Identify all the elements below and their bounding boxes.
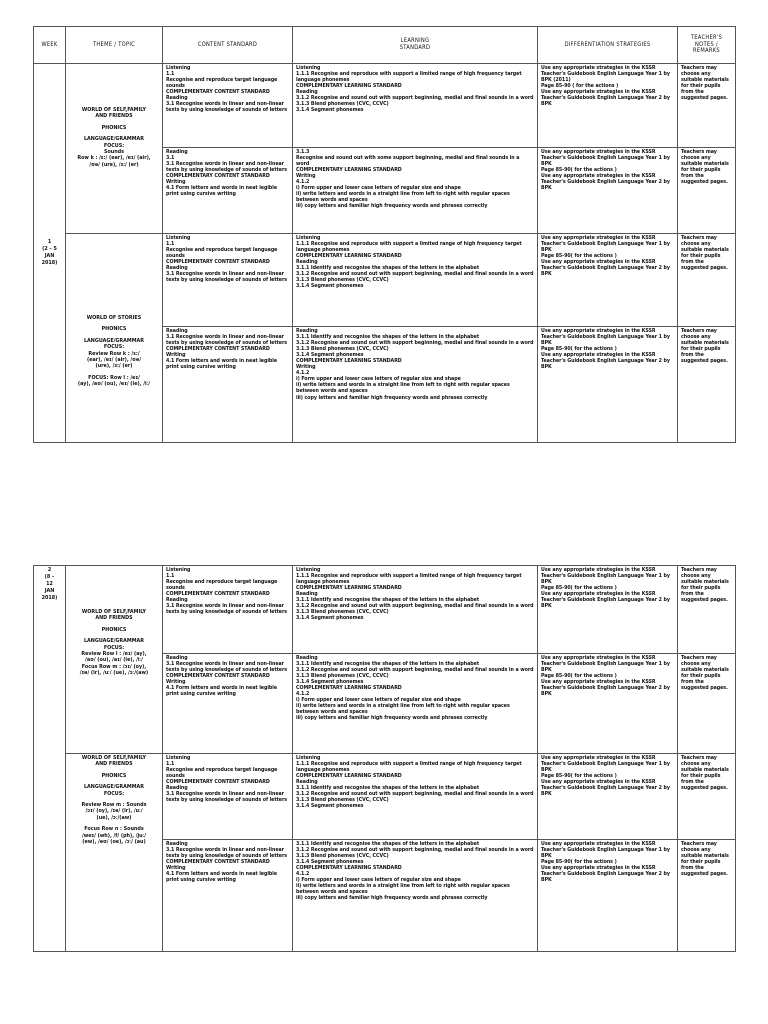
header-differentiation: DIFFERENTIATION STRATEGIES	[538, 27, 678, 64]
content-standard-cell: Listening 1.1 Recognise and reproduce target language sounds COMPLEMENTARY CONTENT STANDARD Reading 3.1 Recognise words in linear and non-linear texts by using knowledge of sounds of letters	[163, 64, 293, 148]
differentiation-cell: Use any appropriate strategies in the KSSR Teacher's Guidebook English Language Year 1 by BPK Page 85-90( for the actions ) Use any appropriate strategies in the KSSR Teacher's Guidebook English Language Year 2 by BPK	[538, 654, 678, 754]
header-theme: THEME / TOPIC	[66, 27, 163, 64]
notes-cell: Teachers may choose any suitable materials for their pupils from the suggested pages.	[678, 327, 736, 443]
notes-cell: Teachers may choose any suitable materials for their pupils from the suggested pages.	[678, 148, 736, 234]
learning-standard-cell: Listening 1.1.1 Recognise and reproduce with support a limited range of high frequency target language phonemes COMPLEMENTARY LEARNING STANDARD Reading 3.1.2 Recognise and sound out with support beginning, medial and final sounds in a word 3.1.3 Blend phonemes (CVC, CCVC) 3.1.4 Segment phonemes	[293, 64, 538, 148]
learning-standard-cell: Listening 1.1.1 Recognise and reproduce with support a limited range of high frequency target language phonemes COMPLEMENTARY LEARNING STANDARD Reading 3.1.1 Identify and recognise the shapes of the letters in the alphabet 3.1.2 Recognise and sound out with support beginning, medial and final sounds in a word 3.1.3 Blend phonemes (CVC, CCVC) 3.1.4 Segment phonemes	[293, 754, 538, 840]
header-content-standard: CONTENT STANDARD	[163, 27, 293, 64]
theme-cell	[66, 566, 163, 754]
theme-phonics: PHONICS	[101, 772, 127, 779]
notes-cell: Teachers may choose any suitable materials for their pupils from the suggested pages.	[678, 234, 736, 327]
theme-focus: LANGUAGE/GRAMMAR FOCUS: Sounds Row k : /ɛ:/ (ear), /eɪ/ (air), /ʊə/ (ure), /ɜ:/ (er)	[77, 136, 151, 168]
content-standard-cell: Reading 3.1 Recognise words in linear and non-linear texts by using knowledge of sounds of letters COMPLEMENTARY CONTENT STANDARD Writing 4.1 Form letters and words in neat legible print using cursive writing	[163, 654, 293, 754]
differentiation-cell: Use any appropriate strategies in the KSSR Teacher's Guidebook English Language Year 1 by BPK Page 85-90( for the actions ) Use any appropriate strategies in the KSSR Teacher's Guidebook English Language Year 2 by BPK	[538, 566, 678, 654]
lesson-plan-table-week-1	[33, 26, 736, 443]
learning-standard-cell: 3.1.3 Recognise and sound out with some support beginning, medial and final sounds in a word COMPLEMENTARY LEARNING STANDARD Writing 4.1.2 i) Form upper and lower case letters of regular size and shape ii) write letters and words in a straight line from left to right with regular spaces between words and spaces iii) copy letters and familiar high frequency words and phrases correctly	[293, 148, 538, 234]
lesson-plan-table-week-2	[33, 565, 736, 952]
learning-standard-cell: 3.1.1 Identify and recognise the shapes of the letters in the alphabet 3.1.2 Recognise and sound out with support beginning, medial and final sounds in a word 3.1.3 Blend phonemes (CVC, CCVC) 3.1.4 Segment phonemes COMPLEMENTARY LEARNING STANDARD 4.1.2 i) Form upper and lower case letters of regular size and shape ii) write letters and words in a straight line from left to right with regular spaces between words and spaces iii) copy letters and familiar high frequency words and phrases correctly	[293, 840, 538, 952]
week-cell: 1 (2 – 5 JAN 2018)	[34, 64, 66, 443]
header-row	[34, 27, 736, 64]
content-standard-cell: Listening 1.1 Recognise and reproduce target language sounds COMPLEMENTARY CONTENT STANDARD Reading 3.1 Recognise words in linear and non-linear texts by using knowledge of sounds of letters	[163, 754, 293, 840]
table-row	[34, 64, 736, 148]
theme-phonics: PHONICS	[101, 626, 127, 633]
differentiation-cell: Use any appropriate strategies in the KSSR Teacher's Guidebook English Language Year 1 by BPK Page 85-90( for the actions ) Use any appropriate strategies in the KSSR Teacher's Guidebook English Language Year 2 by BPK	[538, 840, 678, 952]
theme-cell	[66, 64, 163, 234]
learning-standard-cell: Listening 1.1.1 Recognise and reproduce with support a limited range of high frequency target language phonemes COMPLEMENTARY LEARNING STANDARD Reading 3.1.1 Identify and recognise the shapes of the letters in the alphabet 3.1.2 Recognise and sound out with support beginning, medial and final sounds in a word 3.1.3 Blend phonemes (CVC, CCVC) 3.1.4 Segment phonemes	[293, 566, 538, 654]
theme-title: WORLD OF SELF,FAMILY AND FRIENDS	[81, 609, 147, 622]
notes-cell: Teachers may choose any suitable materials for their pupils from the suggested pages.	[678, 654, 736, 754]
notes-cell: Teachers may choose any suitable materials for their pupils from the suggested pages.	[678, 566, 736, 654]
notes-cell: Teachers may choose any suitable materials for their pupils from the suggested pages.	[678, 64, 736, 148]
table-row	[34, 234, 736, 327]
content-standard-cell: Reading 3.1 Recognise words in linear and non-linear texts by using knowledge of sounds of letters COMPLEMENTARY CONTENT STANDARD Writing 4.1 Form letters and words in neat legible print using cursive writing	[163, 840, 293, 952]
theme-focus-2: FOCUS: Row l : /eɪ/ (ay), /aʊ/ (ou), /eɪ/ (ie), /iː/	[77, 374, 151, 388]
differentiation-cell: Use any appropriate strategies in the KSSR Teacher's Guidebook English Language Year 1 by BPK Page 85-90( for the actions ) Use any appropriate strategies in the KSSR Teacher's Guidebook English Language Year 2 by BPK	[538, 327, 678, 443]
week-cell: 2 (8 – 12 JAN 2018)	[34, 566, 66, 952]
theme-cell	[66, 234, 163, 443]
header-week: WEEK	[34, 27, 66, 64]
differentiation-cell: Use any appropriate strategies in the KSSR Teacher's Guidebook English Language Year 1 by BPK Page 85-90( for the actions ) Use any appropriate strategies in the KSSR Teacher's Guidebook English Language Year 2 by BPK	[538, 148, 678, 234]
differentiation-cell: Use any appropriate strategies in the KSSR Teacher's Guidebook English Language Year 1 by BPK (2011) Page 85-90 ( for the actions ) Use any appropriate strategies in the KSSR Teacher's Guidebook English Language Year 2 by BPK	[538, 64, 678, 148]
theme-cell	[66, 754, 163, 952]
notes-cell: Teachers may choose any suitable materials for their pupils from the suggested pages.	[678, 754, 736, 840]
learning-standard-cell: Reading 3.1.1 Identify and recognise the shapes of the letters in the alphabet 3.1.2 Recognise and sound out with support beginning, medial and final sounds in a word 3.1.3 Blend phonemes (CVC, CCVC) 3.1.4 Segment phonemes COMPLEMENTARY LEARNING STANDARD Writing 4.1.2 i) Form upper and lower case letters of regular size and shape ii) write letters and words in a straight line from left to right with regular spaces between words and spaces iii) copy letters and familiar high frequency words and phrases correctly	[293, 327, 538, 443]
theme-focus: LANGUAGE/GRAMMAR FOCUS: Review Row k : /ɛ:/ (ear), /eɪ/ (air), /ʊə/ (ure), /ɜ:/ (er)	[83, 337, 145, 370]
learning-standard-cell: Reading 3.1.1 Identify and recognise the shapes of the letters in the alphabet 3.1.2 Recognise and sound out with support beginning, medial and final sounds in a word 3.1.3 Blend phonemes (CVC, CCVC) 3.1.4 Segment phonemes COMPLEMENTARY LEARNING STANDARD 4.1.2 i) Form upper and lower case letters of regular size and shape ii) write letters and words in a straight line from left to right with regular spaces between words and spaces iii) copy letters and familiar high frequency words and phrases correctly	[293, 654, 538, 754]
theme-focus-3: Focus Row n : Sounds /weɪ/ (wh), /f/ (ph), /juː/ (ew), /əʊ/ (oe), /ɔː/ (au)	[81, 826, 147, 846]
differentiation-cell: Use any appropriate strategies in the KSSR Teacher's Guidebook English Language Year 1 by BPK Page 85-90( for the actions ) Use any appropriate strategies in the KSSR Teacher's Guidebook English Language Year 2 by BPK	[538, 754, 678, 840]
theme-phonics: PHONICS	[101, 124, 127, 131]
theme-title: WORLD OF SELF,FAMILY AND FRIENDS	[81, 107, 147, 120]
content-standard-cell: Listening 1.1 Recognise and reproduce target language sounds COMPLEMENTARY CONTENT STANDARD Reading 3.1 Recognise words in linear and non-linear texts by using knowledge of sounds of letters	[163, 566, 293, 654]
theme-title: WORLD OF STORIES	[86, 315, 142, 321]
theme-title: WORLD OF SELF,FAMILY AND FRIENDS	[81, 755, 147, 768]
header-notes: TEACHER'S NOTES / REMARKS	[678, 27, 736, 64]
learning-standard-cell: Listening 1.1.1 Recognise and reproduce with support a limited range of high frequency target language phonemes COMPLEMENTARY LEARNING STANDARD Reading 3.1.1 Identify and recognise the shapes of the letters in the alphabet 3.1.2 Recognise and sound out with support beginning, medial and final sounds in a word 3.1.3 Blend phonemes (CVC, CCVC) 3.1.4 Segment phonemes	[293, 234, 538, 327]
theme-focus: LANGUAGE/GRAMMAR FOCUS: Review Row l : /eɪ/ (ay), /aʊ/ (ou), /aɪ/ (ie), /iː/ Focus Row m : /ɔɪ/ (oy), /ɪə/ (ir), /uː/ (ue), /ɔː/(aw)	[79, 638, 149, 677]
theme-focus-2: Review Row m : Sounds /ɔɪ/ (oy), /ɪə/ (ir), /uː/ (ue), /ɔː/(aw)	[81, 802, 147, 821]
content-standard-cell: Reading 3.1 Recognise words in linear and non-linear texts by using knowledge of sounds of letters COMPLEMENTARY CONTENT STANDARD Writing 4.1 Form letters and words in neat legible print using cursive writing	[163, 327, 293, 443]
table-row	[34, 566, 736, 654]
table-row	[34, 754, 736, 840]
differentiation-cell: Use any appropriate strategies in the KSSR Teacher's Guidebook English Language Year 1 by BPK Page 85-90( for the actions ) Use any appropriate strategies in the KSSR Teacher's Guidebook English Language Year 2 by BPK	[538, 234, 678, 327]
notes-cell: Teachers may choose any suitable materials for their pupils from the suggested pages.	[678, 840, 736, 952]
content-standard-cell: Listening 1.1 Recognise and reproduce target language sounds COMPLEMENTARY CONTENT STANDARD Reading 3.1 Recognise words in linear and non-linear texts by using knowledge of sounds of letters	[163, 234, 293, 327]
theme-focus: LANGUAGE/GRAMMAR FOCUS:	[83, 784, 145, 797]
content-standard-cell: Reading 3.1 3.1 Recognise words in linear and non-linear texts by using knowledge of sounds of letters COMPLEMENTARY CONTENT STANDARD Writing 4.1 Form letters and words in neat legible print using cursive writing	[163, 148, 293, 234]
header-learning-standard: LEARNING STANDARD	[293, 27, 538, 64]
theme-phonics: PHONICS	[101, 326, 127, 333]
